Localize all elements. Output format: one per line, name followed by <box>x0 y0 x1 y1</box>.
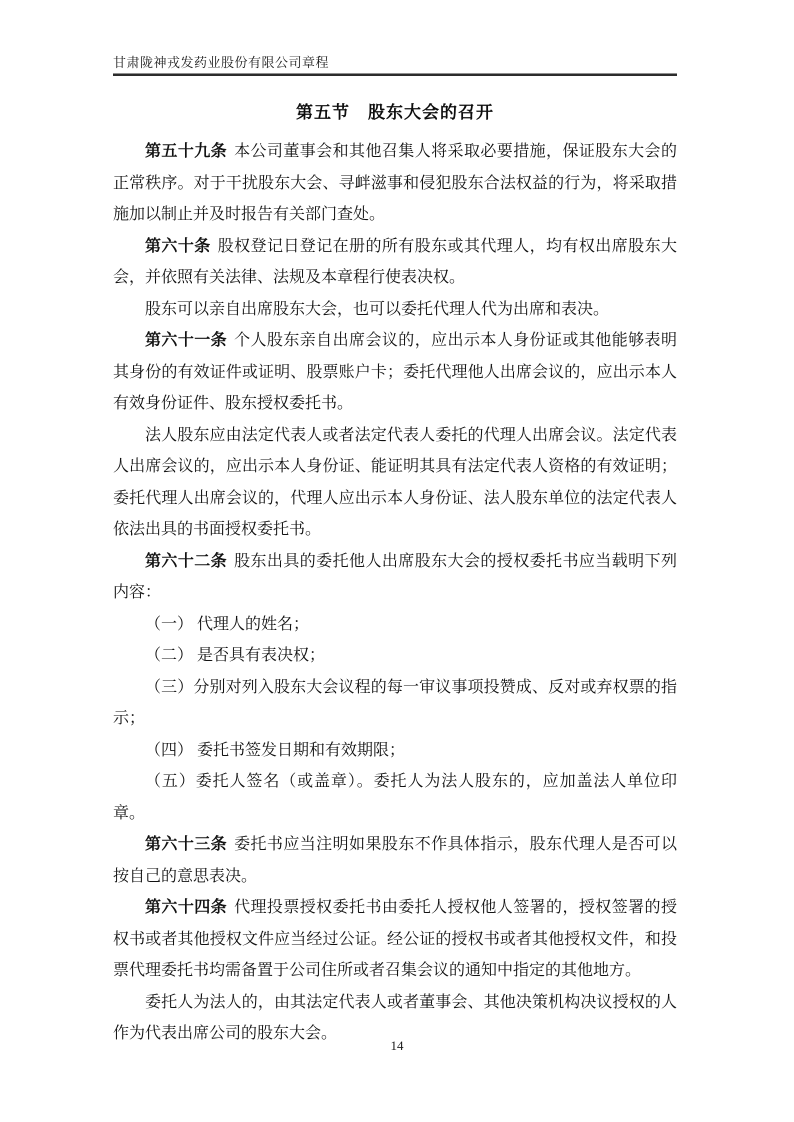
article-paragraph <box>113 546 677 609</box>
article-paragraph <box>113 136 677 231</box>
article-text: 法人股东应由法定代表人或者法定代表人委托的代理人出席会议。法定代表人出席会议的，应出示本人身份证、能证明其具有法定代表人资格的有效证明；委托代理人出席会议的，代理人应出示本人身份证、法人股东单位的法定代表人依法出具的书面授权委托书。 <box>113 426 677 538</box>
page-content <box>113 55 677 1050</box>
article-text: 委托书应当注明如果股东不作具体指示，股东代理人是否可以按自己的意思表决。 <box>113 836 677 885</box>
list-item-text: （五）委托人签名（或盖章）。委托人为法人股东的，应加盖法人单位印章。 <box>113 773 677 822</box>
article-text: 委托人为法人的，由其法定代表人或者董事会、其他决策机构决议授权的人作为代表出席公司的股东大会。 <box>113 993 677 1042</box>
article-paragraph <box>113 231 677 294</box>
list-item-text: （二） 是否具有表决权； <box>145 647 326 664</box>
article-number: 第六十一条 <box>145 332 228 349</box>
article-paragraph <box>113 829 677 892</box>
article-text: 股东可以亲自出席股东大会，也可以委托代理人代为出席和表决。 <box>145 300 610 318</box>
list-item <box>113 672 677 735</box>
document-body <box>113 136 677 1050</box>
section-title: 第五节 股东大会的召开 <box>296 103 494 122</box>
list-item <box>113 766 677 829</box>
article-paragraph <box>113 325 677 420</box>
running-header: 甘肃陇神戎发药业股份有限公司章程 <box>113 55 330 70</box>
list-item <box>113 640 677 672</box>
article-text: 个人股东亲自出席会议的，应出示本人身份证或其他能够表明其身份的有效证件或证明、股票账户卡；委托代理他人出席会议的，应出示本人有效身份证件、股东授权委托书。 <box>113 332 677 412</box>
page-number: 14 <box>390 1038 404 1053</box>
article-number: 第六十条 <box>145 237 211 255</box>
article-text: 股权登记日登记在册的所有股东或其代理人，均有权出席股东大会，并依照有关法律、法规及本章程行使表决权。 <box>113 237 677 286</box>
list-item-text: （四） 委托书签发日期和有效期限； <box>145 741 406 759</box>
article-text: 代理投票授权委托书由委托人授权他人签署的，授权签署的授权书或者其他授权文件应当经过公证。经公证的授权书或者其他授权文件，和投票代理委托书均需备置于公司住所或者召集会议的通知中指定的其他地方。 <box>113 899 677 979</box>
list-item <box>113 735 677 767</box>
list-item-text: （三）分别对列入股东大会议程的每一审议事项投赞成、反对或弃权票的指示； <box>113 678 677 727</box>
list-item-text: （一） 代理人的姓名； <box>145 615 310 633</box>
article-paragraph <box>113 294 677 326</box>
article-number: 第六十二条 <box>145 552 228 570</box>
article-number: 第六十三条 <box>145 836 228 853</box>
article-text: 本公司董事会和其他召集人将采取必要措施，保证股东大会的正常秩序。对于干扰股东大会、寻衅滋事和侵犯股东合法权益的行为，将采取措施加以制止并及时报告有关部门查处。 <box>113 143 677 223</box>
list-item <box>113 609 677 641</box>
article-number: 第五十九条 <box>145 143 228 160</box>
article-paragraph <box>113 420 677 546</box>
article-paragraph <box>113 892 677 987</box>
article-text: 股东出具的委托他人出席股东大会的授权委托书应当载明下列内容： <box>113 552 677 601</box>
header-rule <box>113 73 677 76</box>
article-number: 第六十四条 <box>145 899 228 916</box>
